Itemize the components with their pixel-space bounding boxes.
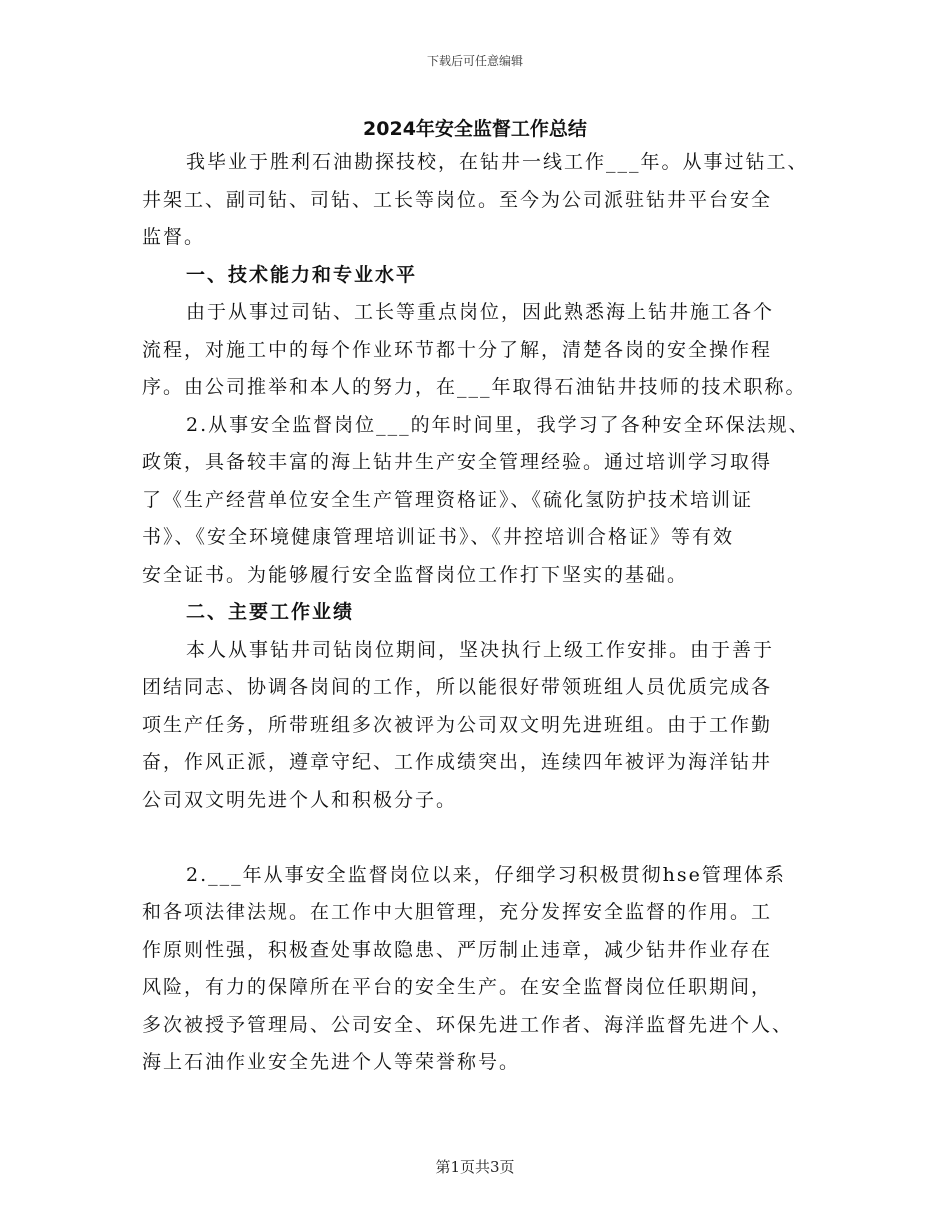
body-line: 流程，对施工中的每个作业环节都十分了解，清楚各岗的安全操作程 [142,338,773,361]
page-header-note: 下载后可任意编辑 [426,54,523,68]
body-line: 多次被授予管理局、公司安全、环保先进工作者、海洋监督先进个人、 [142,1013,794,1036]
body-line: 井架工、副司钻、司钻、工长等岗位。至今为公司派驻钻井平台安全 [142,188,773,211]
page-number: 第1页共3页 [435,1158,515,1176]
body-line: 了《生产经营单位安全生产管理资格证》、《硫化氢防护技术培训证 [142,488,754,511]
section-heading: 二、主要工作业绩 [186,601,355,623]
body-line: 项生产任务，所带班组多次被评为公司双文明先进班组。由于工作勤 [142,713,773,736]
section-heading: 一、技术能力和专业水平 [186,263,418,286]
body-line: 2.___年从事安全监督岗位以来，仔细学习积极贯彻hse管理体系 [186,863,786,886]
body-line: 书》、《安全环境健康管理培训证书》、《井控培训合格证》等有效 [142,526,735,548]
body-line: 2.从事安全监督岗位___的年时间里，我学习了各种安全环保法规、 [186,413,810,436]
body-line: 安全证书。为能够履行安全监督岗位工作打下坚实的基础。 [142,563,689,586]
body-line: 我毕业于胜利石油勘探技校，在钻井一线工作___年。从事过钻工、 [186,151,809,173]
body-line: 风险，有力的保障所在平台的安全生产。在安全监督岗位任职期间， [142,976,773,998]
body-line: 本人从事钻井司钻岗位期间，坚决执行上级工作安排。由于善于 [186,638,775,661]
body-line: 由于从事过司钻、工长等重点岗位，因此熟悉海上钻井施工各个 [186,301,775,323]
body-line: 奋，作风正派，遵章守纪、工作成绩突出，连续四年被评为海洋钻井 [142,751,773,773]
body-line: 序。由公司推举和本人的努力，在___年取得石油钻井技师的技术职称。 [142,376,807,398]
body-line: 作原则性强，积极查处事故隐患、严厉制止违章，减少钻井作业存在 [142,938,773,961]
body-line: 和各项法律法规。在工作中大胆管理，充分发挥安全监督的作用。工 [142,901,773,923]
document-title: 2024年安全监督工作总结 [363,118,587,140]
body-line: 监督。 [142,226,206,248]
body-line: 海上石油作业安全先进个人等荣誉称号。 [142,1051,521,1073]
body-line: 公司双文明先进个人和积极分子。 [142,788,458,811]
document-body [142,144,832,1082]
body-line [142,819,832,857]
body-line: 政策，具备较丰富的海上钻井生产安全管理经验。通过培训学习取得 [142,451,773,473]
body-line: 团结同志、协调各岗间的工作，所以能很好带领班组人员优质完成各 [142,676,773,698]
